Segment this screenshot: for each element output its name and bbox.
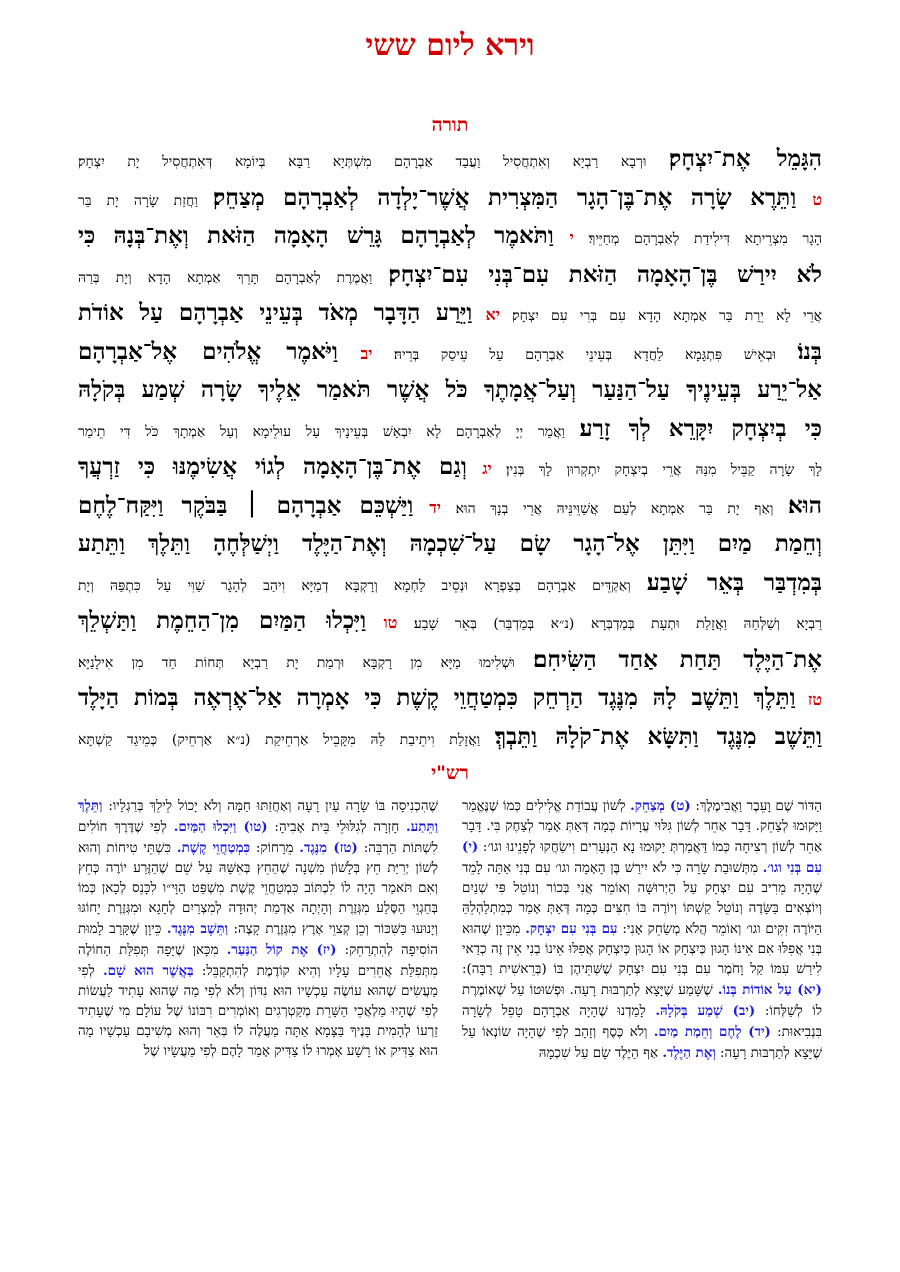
- rashi-text: הַדּוֹר שֶׁם וָעֵבֶר וַאֲבִימֶלֶךְ:: [690, 799, 822, 814]
- targum-text: וַאֲזָלַת וִיתֵיבַת לַהּ מִקָּבֵיל אַרְחֵיקַת (נ״א אַרְחֵיק) כְּמֵיגַד קַשְׁתָּא: [78, 731, 495, 748]
- torah-line: [78, 718, 822, 751]
- rashi-text: לְפִי שֶׁדֶּרֶךְ חוֹלִים לִשְׁתּוֹת הַרְבֵּה:: [78, 820, 438, 856]
- verse-text: וַיֹּאמֶר אֱלֹהִים אֶל־אַבְרָהָם: [78, 337, 338, 365]
- torah-line: [78, 679, 822, 718]
- dibbur-hamatchil: (יז) אֶת קוֹל הַנַּעַר.: [226, 942, 337, 958]
- torah-line: [78, 333, 822, 372]
- rashi-text: שֶׁשָּׁמַע שֶׁיָּצָא לְתַרְבּוּת רָעָה. וּפְשׁוּטוֹ עַל שֶׁאוֹמֶרֶת לוֹ לְשַׁלְּחוֹ:: [462, 983, 822, 1019]
- targum-text: וַחֲזַת שָׂרָה יָת בַּר: [78, 192, 213, 209]
- dibbur-hamatchil: וַתֵּלֶךְ וַתֵּתַע.: [78, 798, 438, 835]
- dibbur-hamatchil: (י) עִם בְּנִי וגו׳.: [462, 839, 822, 876]
- verse-text: וַתֹּאמֶר לְאַבְרָהָם גָּרֵשׁ הָאָמָה הַזֹּאת וְאֶת־בְּנָהּ כִּי: [78, 222, 554, 249]
- verse-text: הוּא׃: [788, 491, 822, 519]
- dibbur-hamatchil: (יא) עַל אוֹדוֹת בְּנוֹ.: [717, 982, 822, 998]
- dibbur-hamatchil: (ט) מְצַחֵק.: [630, 798, 691, 814]
- torah-line: [78, 294, 822, 333]
- verse-text: וַיַּשְׁכֵּם אַבְרָהָם ׀ בַּבֹּקֶר וַיִּקַּח־לֶחֶם: [78, 491, 414, 519]
- rashi-text: לְשׁוֹן עֲבוֹדַת אֱלִילִים כְּמוֹ שֶׁנֶּאֱמַר וַיָּקוּמוּ לְצַחֵק. דָּבָר אַחֵר לְשׁוֹן גִּלּוּי עֲרָיוֹת כְּמָה דְּאַתְּ אָמַר לְצַחֶק בִּי. דָּבָר אַחֵר לְשׁוֹן רְצִיחָה כְּמוֹ דַּאֲמַרְתְּ יָקוּמוּ נָא הַנְּעָרִים וִישַׂחֲקוּ לְפָנֵינוּ וגו׳:: [462, 799, 822, 855]
- verse-text: אֶת־הַיֶּלֶד תַּחַת אַחַד הַשִּׂיחִם׃: [533, 645, 822, 673]
- dibbur-hamatchil: וְאֶת הַיֶּלֶד.: [662, 1045, 716, 1061]
- verse-text: וַיִּכְלוּ הַמַּיִם מִן־הַחֵמֶת וַתַּשְׁלֵךְ: [78, 607, 367, 634]
- verse-text: כִּי בְיִצְחָק יִקָּרֵא לְךָ זָרַע׃: [579, 414, 822, 442]
- rashi-text: מִכָּאן שֶׁיָּפָה תְּפִלַּת הַחוֹלֶה מִתְּפִלַּת אֲחֵרִים עָלָיו וְהִיא קוֹדֶמֶת לְהִתְקַבֵּל:: [78, 943, 438, 979]
- verse-number: יב: [337, 343, 373, 363]
- verse-text: וַתֵּשֶׁב מִנֶּגֶד וַתִּשָּׂא אֶת־קֹלָהּ וַתֵּבְךְּ׃: [494, 722, 822, 750]
- verse-number: ט: [796, 189, 822, 209]
- targum-text: וּרְבָא רַבְיָא וְאִתְחֲסִיל וַעֲבַד אַבְרָהָם מִשְׁתְּיָא רַבָּא בְּיוֹמָא דְּאִתְחֲסִיל יָת יִצְחָק׃: [78, 154, 670, 170]
- dibbur-hamatchil: כִּמְטַחֲוֵי קֶשֶׁת.: [176, 840, 251, 856]
- torah-line: [78, 641, 822, 680]
- verse-text: וַתֵּלֶךְ וַתֵּשֶׁב לָהּ מִנֶּגֶד הַרְחֵק כִּמְטַחֲוֵי קֶשֶׁת כִּי אָמְרָה אַל־אֶרְאֶה בְּמוֹת הַיָּלֶד: [78, 684, 796, 711]
- verse-number: יג: [466, 459, 492, 478]
- dibbur-hamatchil: (יב) שְׁמַע בְּקֹלָהּ.: [655, 1003, 756, 1019]
- dibbur-hamatchil: וַתֵּשֶׁב מִנֶּגֶד.: [166, 921, 229, 937]
- torah-heading: תורה: [431, 114, 469, 136]
- verse-text: אַל־יֵרַע בְּעֵינֶיךָ עַל־הַנַּעַר וְעַל־אֲמָתֶךָ כֹּל אֲשֶׁר תֹּאמַר אֵלֶיךָ שָׂרָה שְׁמַע בְּקֹלָהּ: [78, 376, 822, 403]
- rashi-text: חָזְרָה לְגִלּוּלֵי בֵּית אָבִיהָ:: [267, 820, 407, 835]
- torah-line: [78, 602, 822, 641]
- rashi-text: כִּשְׁתֵּי טִיחוֹת וְהוּא לְשׁוֹן יְרִיַּת חֵץ בְּלָשׁוֹן מִשְׁנָה שֶׁהַחֵץ בְּאִשָּׁהּ עַל שֵׁם שֶׁהַזֶּרַע יוֹרֶה כְּחֵץ וְאִם תֹּאמַר הָיָה לוֹ לִכְתּוֹב כִּמְטַחֲוֵי קֶשֶׁת מִשְׁפַּט הַוָּי״ו לִכָּנֵס לְכָאן כְּמוֹ בְּחַגְוֵי הַסֶּלַע מִגְּזֶרֶת וְהָיְתָה אַדְמַת יְהוּדָה לְמִצְרַיִם לְחָגָא וּמִגְּזֶרֶת יָחוֹגּוּ וְיָנוּעוּ כַּשִּׁכּוֹר וְכֵן קְצוֵי אֶרֶץ מִגְּזֶרֶת קָצֶה:: [78, 841, 438, 937]
- rashi-text: כֵּיוָן שֶׁקָּרַב לָמוּת הוֹסִיפָה לְהִתְרַחֵק:: [78, 922, 438, 958]
- targum-text: אֲרֵי לָא יֵרַת בַּר אַמְתָא הָדָא עִם בְּרִי עִם יִצְחָק׃: [500, 308, 822, 324]
- rashi-text: אַף הַיֶּלֶד שָׂם עַל שִׁכְמָהּ: [538, 1046, 663, 1061]
- torah-line: [78, 217, 822, 256]
- torah-line: [78, 371, 822, 410]
- verse-number: יד: [413, 497, 441, 517]
- torah-line: [78, 410, 822, 449]
- targum-text: וּשְׁלִימוּ מַיָּא מִן רָקְבָּא וּרְמַת יָת רַבְיָא תְּחוֹת חַד מִן אִילָנַיָּא׃: [78, 654, 534, 671]
- torah-line: [78, 487, 822, 526]
- targum-text: וְאַף יָת בַּר אַמְתָא לְעַם אֲשַׁוֵּינֵּיהּ אֲרֵי בְנָךְ הוּא׃: [440, 500, 789, 517]
- targum-text: וְאַקְדֵּים אַבְרָהָם בְּצַפְרָא וּנְסֵיב לַחְמָא וְרָקְבָּא דְמַיָּא וִיהַב לְהָגָר שַׁוִּי עַל כִּתְפַּהּ וְיָת: [78, 577, 647, 594]
- verse-text: וְגַם אֶת־בֶּן־הָאָמָה לְגוֹי אֲשִׂימֶנּוּ כִּי זַרְעֲךָ: [78, 453, 467, 480]
- dibbur-hamatchil: עִם בְּנִי עִם יִצְחָק.: [525, 921, 618, 937]
- verse-text: וְחֵמַת מַיִם וַיִּתֵּן אֶל־הָגָר שָׂם עַל־שִׁכְמָהּ וְאֶת־הַיֶּלֶד וַיְשַׁלְּחֶהָ וַתֵּלֶךְ וַתֵּתַע: [78, 530, 822, 557]
- targum-text: וַאֲמֶרֶת לְאַבְרָהָם תָּרֵךְ אַמְתָא הָדָא וְיָת בְּרַהּ: [78, 269, 389, 286]
- rashi-text: לְפִי מַעֲשִׂים שֶׁהוּא עוֹשֶׂה עַכְשָׁיו הוּא נִדּוֹן וְלֹא לְפִי מַה שֶּׁהוּא עָתִיד לַעֲשׂוֹת לְפִי שֶׁהָיוּ מַלְאֲכֵי הַשָּׁרֵת מְקַטְרְגִים וְאוֹמְרִים רִבּוֹנוֹ שֶׁל עוֹלָם מִי שֶׁעָתִיד זַרְעוֹ לְהָמִית בָּנֶיךָ בַּצָּמָא אַתָּה מַעֲלֶה לוֹ בְּאֵר וְהוּא מְשִׁיבָם עַכְשָׁיו מָה הוּא צַדִּיק אוֹ רָשָׁע אָמְרוּ לוֹ צַדִּיק אָמַר לָהֶם לְפִי מַעֲשָׂיו שֶׁל: [78, 964, 438, 1059]
- rashi-text: וְלֹא כֶּסֶף וְזָהָב לְפִי שֶׁהָיָה שׂוֹנְאוֹ עַל שֶׁיָּצָא לְתַרְבּוּת רָעָה:: [462, 1025, 822, 1061]
- torah-line: [78, 448, 822, 487]
- rashi-column-right: [462, 796, 822, 1256]
- verse-text: בְּנוֹ׃: [797, 337, 822, 365]
- verse-number: טז: [795, 690, 822, 709]
- torah-line: [78, 564, 822, 603]
- torah-text: [78, 140, 822, 750]
- torah-line: [78, 256, 822, 295]
- dibbur-hamatchil: בַּאֲשֶׁר הוּא שָׁם.: [103, 963, 194, 979]
- rashi-column-left: [78, 796, 438, 1256]
- rashi-text: מִכֵּיוָן שֶׁהוּא בְּנִי אֲפִלּוּ אִם אֵינוֹ הָגוּן כְּיִצְחָק אוֹ הָגוּן כְּיִצְחָק אֲפִלּוּ אֵינוֹ בְנִי אֵין זֶה כְדַאי לִירַשׁ עִמּוֹ קַל וָחֹמֶר עִם בְּנִי עִם יִצְחָק שֶׁשְּׁתֵּיהֶן בּוֹ (בְּרֵאשִׁית רַבָּה):: [462, 922, 822, 977]
- verse-number: טו: [366, 613, 398, 632]
- torah-line: [78, 179, 822, 218]
- targum-text: לָךְ שָׂרָה קַבֵּיל מִנַּהּ אֲרֵי בְיִצְחָק יִתְקְרוּן לָךְ בְּנִין׃: [491, 462, 822, 478]
- torah-line: [78, 525, 822, 564]
- targum-text: הָגָר מִצְרֵיתָא דִּילִידַת לְאַבְרָהָם מְחַיֵּיךְ׃: [573, 231, 822, 247]
- rashi-heading: רש"י: [431, 762, 469, 784]
- targum-text: וַאֲמַר יְיָ לְאַבְרָהָם לָא יִבְאַשׁ בְּעֵינָיךְ עַל עוּלֵימָא וְעַל אַמְתָךְ כֹּל דִּי תֵימַר: [78, 423, 580, 440]
- rashi-commentary: [78, 796, 822, 1256]
- verse-text: לֹא יִירַשׁ בֶּן־הָאָמָה הַזֹּאת עִם־בְּנִי עִם־יִצְחָק׃: [388, 260, 822, 288]
- verse-number: יא: [472, 305, 501, 324]
- rashi-text: מֵרָחוֹק:: [250, 841, 300, 856]
- rashi-text: מִתְּשׁוּבַת שָׂרָה כִּי לֹא יִירַשׁ בֶּן הָאָמָה וגו׳ עִם בְּנִי אַתָּה לָמֵד שֶׁהָיָה מֵרִיב עִם יִצְחָק עַל הַיְרוּשָּׁה וְאוֹמֵר אֲנִי בְּכוֹר וְנוֹטֵל פִּי שְׁנַיִם וְיוֹצְאִים בַּשָּׂדֶה וְנוֹטֵל קַשְׁתּוֹ וְיוֹרֶה בּוֹ חִצִּים כְּמָה דְּאַתְּ אָמַר כְּמִתְלַהְלֵהַּ הַיּוֹרֶה זִקִּים וגו׳ וְאוֹמֵר הֲלֹא מְשַׂחֵק אָנִי:: [462, 861, 822, 937]
- dibbur-hamatchil: (טז) מִנֶּגֶד.: [299, 840, 358, 856]
- page-title: וירא ליום ששי: [365, 28, 535, 63]
- targum-text: וּבְאֵישׁ פִּתְגָּמָא לַחֲדָא בְּעֵינֵי אַבְרָהָם עַל עֵיסַק בְּרֵיהּ׃: [372, 346, 798, 363]
- verse-number: י: [553, 228, 574, 247]
- rashi-text: לָמַדְנוּ שֶׁהָיָה אַבְרָהָם טָפֵל לְשָׂרָה בִּנְבִיאוּת:: [462, 1004, 822, 1040]
- verse-text: הִגָּמֵל אֶת־יִצְחָק׃: [669, 145, 822, 172]
- verse-text: וַתֵּרֶא שָׂרָה אֶת־בֶּן־הָגָר הַמִּצְרִית אֲשֶׁר־יָלְדָה לְאַבְרָהָם מְצַחֵק׃: [213, 183, 797, 211]
- verse-text: וַיֵּרַע הַדָּבָר מְאֹד בְּעֵינֵי אַבְרָהָם עַל אוֹדֹת: [78, 299, 473, 326]
- rashi-text: שֶׁהִכְנִיסָה בּוֹ שָׂרָה עַיִן רָעָה וְאַחֲזַתּוּ חַמָּה וְלֹא יָכוֹל לֵילֵךְ בְּרַגְלָיו:: [102, 799, 438, 814]
- dibbur-hamatchil: (יד) לֶחֶם וְחֵמַת מַיִם.: [653, 1024, 771, 1040]
- dibbur-hamatchil: (טו) וַיִּכְלוּ הַמַּיִם.: [173, 819, 268, 835]
- verse-text: בְּמִדְבַּר בְּאֵר שָׁבַע׃: [646, 568, 822, 596]
- torah-line: [78, 140, 822, 179]
- targum-text: רַבְיָא וְשַׁלְּחַהּ וַאֲזָלַת וּתְעָת בְּמַדְבְּרָא (נ״א בְּמַדְבַּר) בְּאֵר שָׁבַע׃: [397, 616, 822, 632]
